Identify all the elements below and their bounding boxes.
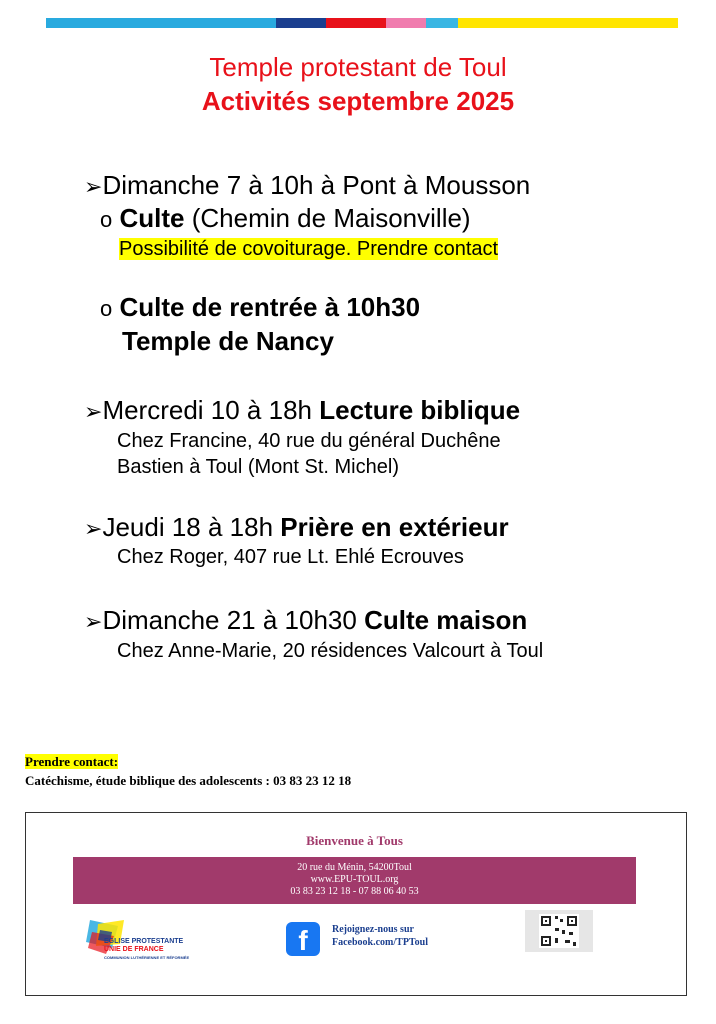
facebook-icon[interactable]: [286, 922, 320, 956]
epu-logo-line: UNIE DE FRANCE: [104, 946, 164, 953]
circle-bullet-icon: o: [100, 207, 113, 232]
facebook-line: Rejoignez-nous sur: [332, 924, 414, 935]
event-item-culte: [100, 203, 471, 234]
event-detail: (Chemin de Maisonville): [184, 203, 471, 233]
top-color-bar: [46, 18, 678, 28]
color-band: [276, 18, 326, 28]
event-address-line: Bastien à Toul (Mont St. Michel): [117, 456, 399, 478]
event-sunday-7: [84, 170, 530, 201]
circle-bullet-icon: o: [100, 296, 113, 321]
page-subtitle: Activités septembre 2025: [201, 86, 515, 116]
event-title: Culte maison: [364, 605, 528, 635]
event-title: Lecture biblique: [319, 395, 521, 425]
event-item-rentree: [100, 292, 420, 323]
event-date: Jeudi 18 à 18h: [102, 512, 281, 542]
contact-label-text: Prendre contact:: [25, 754, 119, 769]
event-item-rentree-location: [122, 326, 334, 357]
epu-logo-text: [104, 938, 189, 962]
event-title: Prière en extérieur: [280, 512, 509, 542]
epu-logo: [84, 918, 194, 962]
event-address-line: Chez Roger, 407 rue Lt. Ehlé Ecrouves: [117, 546, 464, 568]
footer-address: 20 rue du Ménin, 54200Toul: [297, 862, 412, 873]
event-title: Culte: [119, 203, 185, 233]
highlighted-note: Possibilité de covoiturage. Prendre contact: [119, 238, 499, 260]
event-date: Dimanche 7 à 10h à Pont à Mousson: [102, 170, 531, 200]
event-wednesday-10: [84, 395, 520, 426]
footer-website[interactable]: www.EPU-TOUL.org: [310, 874, 399, 885]
event-note: [119, 238, 498, 261]
event-address-line: Chez Francine, 40 rue du général Duchêne: [117, 430, 501, 452]
color-band: [326, 18, 386, 28]
facebook-letter: f: [298, 925, 308, 956]
page-title: Temple protestant de Toul: [209, 52, 507, 82]
arrow-bullet-icon: ➢: [84, 609, 103, 634]
event-thursday-18: [84, 512, 509, 543]
contact-label: [25, 754, 118, 770]
color-band: [458, 18, 678, 28]
event-location: Temple de Nancy: [122, 326, 334, 356]
epu-logo-line: EGLISE PROTESTANTE: [104, 938, 184, 945]
contact-text: Catéchisme, étude biblique des adolescents : 03 83 23 12 18: [25, 773, 352, 788]
facebook-link[interactable]: [332, 923, 428, 949]
event-date: Mercredi 10 à 18h: [102, 395, 320, 425]
footer-address-band: [73, 857, 636, 904]
event-address-line: Chez Anne-Marie, 20 résidences Valcourt à Toul: [117, 640, 544, 662]
event-sunday-21: [84, 605, 527, 636]
footer-welcome: Bienvenue à Tous: [306, 833, 403, 848]
qr-code-icon: [525, 910, 593, 952]
color-band: [386, 18, 426, 28]
color-band: [426, 18, 458, 28]
qr-code: [525, 910, 593, 952]
color-band: [46, 18, 276, 28]
facebook-line: Facebook.com/TPToul: [332, 937, 429, 948]
event-title: Culte de rentrée à 10h30: [119, 292, 421, 322]
arrow-bullet-icon: ➢: [84, 174, 103, 199]
footer-phones: 03 83 23 12 18 - 07 88 06 40 53: [290, 886, 419, 897]
arrow-bullet-icon: ➢: [84, 399, 103, 424]
arrow-bullet-icon: ➢: [84, 516, 103, 541]
event-date: Dimanche 21 à 10h30: [102, 605, 365, 635]
epu-logo-line: COMMUNION LUTHÉRIENNE ET RÉFORMÉE: [104, 955, 190, 960]
